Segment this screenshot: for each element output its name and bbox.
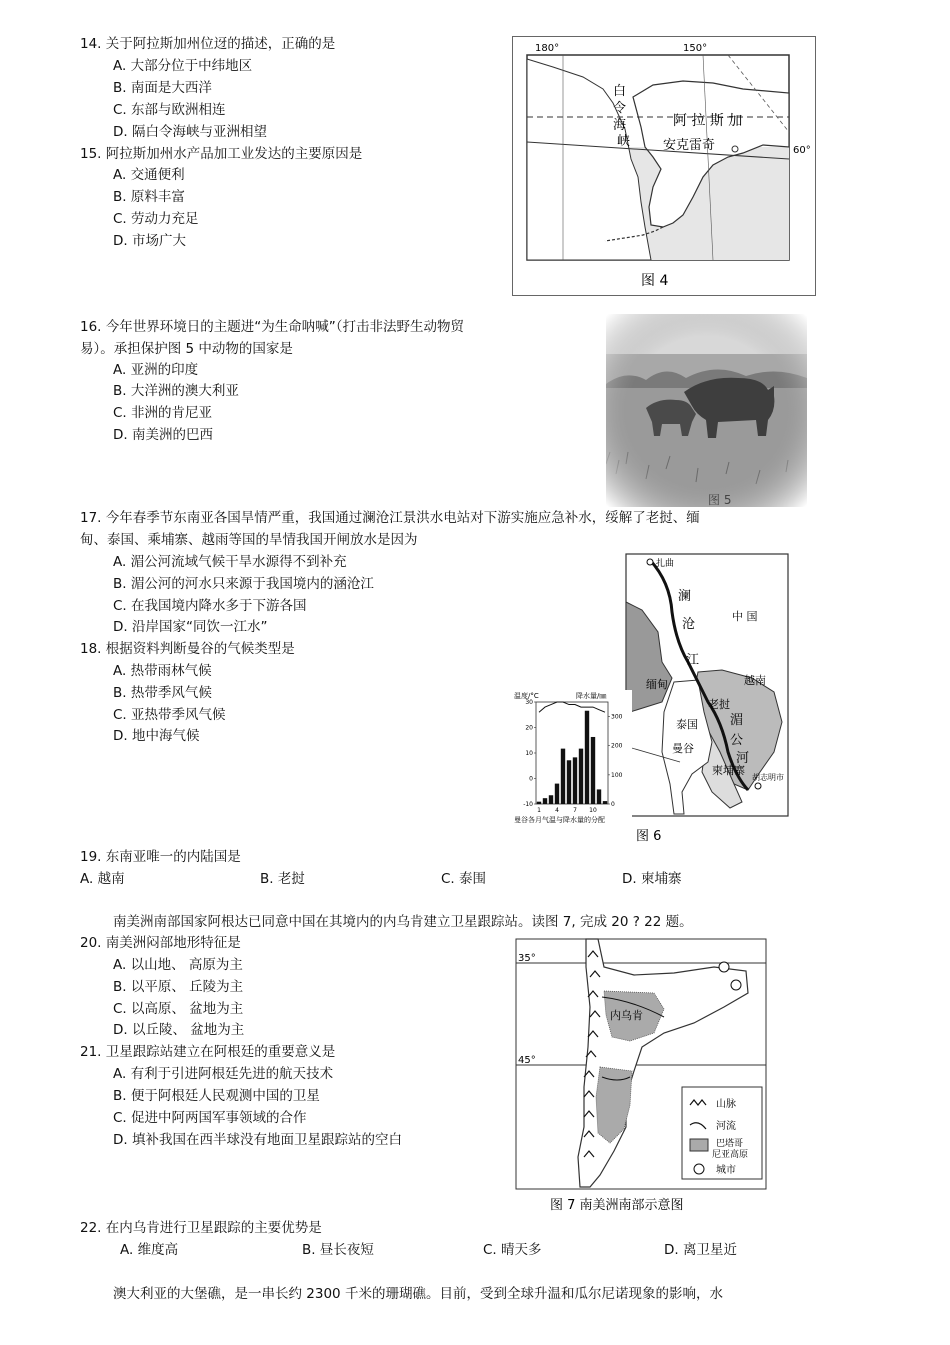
- q17-stem-line1: 17. 今年春季节东南亚各国旱情严重，我国通过澜沧江景洪水电站对下游实施应急补水，绥解了老挝、缅: [80, 510, 700, 526]
- figure-5-rhino-photo: [606, 314, 807, 507]
- chart-ytick-right: 0: [611, 801, 615, 808]
- q21-option-b: B. 便于阿根廷人民观测中国的卫星: [113, 1088, 320, 1104]
- fig5-caption: 图 5: [708, 493, 732, 507]
- chart-ylabel-right: 降水量/㎜: [576, 692, 607, 700]
- fig7-lat-45: 45°: [518, 1055, 536, 1066]
- chart-precip-bar: [537, 802, 541, 804]
- q14-stem: 14. 关于阿拉斯加州位迓的描述，正确的是: [80, 36, 336, 52]
- legend-plateau-icon: [690, 1139, 708, 1151]
- chart-precip-bar: [567, 760, 571, 804]
- chart-frame: [536, 702, 608, 804]
- q18-option-a: A. 热带雨林气候: [113, 663, 212, 679]
- figure-6-mekong-map: [512, 552, 790, 844]
- fig6-thailand: 泰国: [676, 718, 698, 731]
- q14-option-a: A. 大部分位于中纬地区: [113, 58, 253, 74]
- fig6-river-2: 沧: [682, 617, 696, 632]
- q19-option-b: B. 老挝: [260, 871, 305, 887]
- q22-stem: 22. 在内乌肯进行卫星跟踪的主要优势是: [80, 1220, 322, 1236]
- chart-precip-bar: [561, 749, 565, 804]
- chart-precip-bar: [597, 789, 601, 804]
- fig4-sea-2: 令: [613, 101, 627, 116]
- chart-ytick-right: 100: [611, 771, 623, 779]
- fig4-sea-3: 海: [613, 118, 627, 133]
- fig4-lon-180: 180°: [535, 43, 560, 54]
- q22-option-a: A. 维度高: [120, 1242, 179, 1258]
- q15-option-c: C. 劳动力充足: [113, 211, 199, 227]
- q18-option-b: B. 热带季风气候: [113, 685, 212, 701]
- fig6-mekong-2: 公: [730, 733, 744, 748]
- chart-ylabel-left: 温度/°C: [514, 692, 539, 700]
- fig7-legend-river: 河流: [716, 1121, 736, 1132]
- q21-stem: 21. 卫星跟踪站建立在阿根廷的重要意义是: [80, 1044, 336, 1060]
- fig6-hcmc: 胡志明市: [752, 773, 784, 782]
- q16-option-d: D. 南美洲的巴西: [113, 427, 213, 443]
- chart-ytick-left: 30: [525, 699, 533, 706]
- q20-option-d: D. 以丘陵、 盆地为主: [113, 1022, 245, 1038]
- fig6-mekong-3: 河: [736, 751, 750, 766]
- fig6-china: 中 国: [732, 610, 758, 623]
- q21-option-a: A. 有利于引进阿根廷先进的航天技术: [113, 1066, 334, 1082]
- q17-option-c: C. 在我国境内降水多于下游各国: [113, 598, 307, 614]
- chart-precip-bar: [579, 749, 583, 804]
- q20-stem: 20. 南美洲闷部地形特征是: [80, 935, 241, 951]
- chart-precip-bar: [549, 795, 553, 804]
- q18-option-c: C. 亚热带季风气候: [113, 707, 226, 723]
- fig7-caption: 图 7 南美洲南部示意图: [550, 1198, 684, 1213]
- q21-option-d: D. 填补我国在西半球没有地面卫星跟踪站的空白: [113, 1132, 402, 1148]
- fig6-cambodia: 柬埔寨: [712, 764, 745, 777]
- fig6-myanmar: 缅甸: [646, 678, 668, 691]
- chart-title: 曼谷各月气温与降水量的分配: [514, 816, 605, 824]
- fig4-caption: 图 4: [641, 273, 669, 289]
- q15-stem: 15. 阿拉斯加州水产品加工业发达的主要原因是: [80, 146, 363, 162]
- figure-7-south-america-map: [514, 937, 768, 1216]
- q18-option-d: D. 地中海气候: [113, 728, 200, 744]
- q16-option-a: A. 亚洲的印度: [113, 362, 199, 378]
- q19-option-d: D. 柬埔寨: [622, 871, 682, 887]
- fig6-caption: 图 6: [636, 829, 662, 844]
- legend-city-icon: [694, 1164, 704, 1174]
- chart-ytick-left: -10: [523, 801, 533, 808]
- q20-option-c: C. 以高原、 盆地为主: [113, 1001, 244, 1017]
- q14-option-c: C. 东部与欧洲相连: [113, 102, 226, 118]
- q19-stem: 19. 东南亚唯一的内陆国是: [80, 849, 241, 865]
- chart-xtick: 4: [555, 807, 559, 814]
- chart-precip-bar: [573, 757, 577, 804]
- q15-option-d: D. 市场广大: [113, 233, 186, 249]
- q15-option-a: A. 交通便利: [113, 167, 185, 183]
- fig7-legend-plateau-2: 尼亚高原: [712, 1150, 749, 1160]
- chart-xtick: 10: [589, 807, 597, 814]
- fig7-legend-mountain: 山脉: [716, 1099, 736, 1110]
- fig4-sea-1: 白: [613, 84, 627, 99]
- chart-precip-bar: [591, 737, 595, 804]
- chart-ytick-left: 0: [529, 775, 533, 783]
- q16-option-b: B. 大洋洲的澳大利亚: [113, 383, 239, 399]
- q17-option-a: A. 湄公河流域气候干旱水源得不到补充: [113, 554, 347, 570]
- chart-ytick-right: 200: [611, 742, 623, 750]
- q16-stem-line2: 易）。承担保护图 5 中动物的国家是: [80, 341, 293, 357]
- chart-precip-bar: [555, 784, 559, 804]
- chart-precip-bar: [603, 801, 607, 804]
- fig6-bangkok: 曼谷: [672, 742, 694, 755]
- q20-option-b: B. 以平原、 丘陵为主: [113, 979, 244, 995]
- fig6-river-3: 江: [686, 653, 700, 668]
- q18-stem: 18. 根据资料判断曼谷的气候类型是: [80, 641, 295, 657]
- fig6-mekong-1: 湄: [730, 713, 744, 728]
- q21-option-c: C. 促进中阿两国军事领域的合作: [113, 1110, 307, 1126]
- fig4-lon-150: 150°: [683, 43, 708, 54]
- q17-option-b: B. 湄公河的河水只来源于我国境内的涵沧江: [113, 576, 374, 592]
- fig4-region-label: 阿 拉 斯 加: [673, 113, 743, 129]
- chart-ytick-left: 10: [525, 750, 533, 757]
- q22-option-c: C. 晴天多: [483, 1242, 542, 1258]
- chart-precip-bar: [585, 711, 589, 804]
- q20-option-a: A. 以山地、 高原为主: [113, 957, 243, 973]
- q22-option-d: D. 离卫星近: [664, 1242, 737, 1258]
- fig4-sea-4: 峡: [617, 134, 631, 149]
- q19-option-c: C. 泰围: [441, 871, 487, 887]
- q22-option-b: B. 昼长夜短: [302, 1242, 374, 1258]
- figure-4-alaska-map: [512, 36, 816, 296]
- tail-paragraph: 澳大利亚的大堡礁，是一串长约 2300 千米的珊瑚礁。目前，受到全球升温和瓜尔尼诺现象的影响，水: [113, 1286, 723, 1302]
- q15-option-b: B. 原料丰富: [113, 189, 185, 205]
- chart-xtick: 1: [537, 807, 541, 814]
- q14-option-b: B. 南面是大西洋: [113, 80, 212, 96]
- fig7-legend-plateau-1: 巴塔哥: [716, 1139, 744, 1149]
- fig4-city-label: 安克雷奇: [663, 138, 716, 153]
- q17-option-d: D. 沿岸国家“同饮一江水”: [113, 619, 268, 635]
- fig7-region-label: 内乌肯: [610, 1009, 643, 1022]
- q16-option-c: C. 非洲的肯尼亚: [113, 405, 213, 421]
- fig6-vietnam: 越南: [744, 674, 766, 687]
- q16-stem-line1: 16. 今年世界环境日的主题进“为生命呐喊”（打击非法野生动物贸: [80, 319, 464, 335]
- q19-option-a: A. 越南: [80, 871, 125, 887]
- chart-xtick: 7: [573, 807, 577, 814]
- fig6-laos: 老挝: [708, 698, 730, 711]
- intro-q20-22: 南美洲南部国家阿根达已同意中国在其境内的内乌肯建立卫星跟踪站。读图 7, 完成 20 ? 22 题。: [113, 914, 693, 930]
- q17-stem-line2: 甸、泰国、乘埔寨、越雨等国的旱情我国开闸放水是因为: [80, 532, 418, 548]
- fig6-city-top: 扎曲: [656, 559, 675, 569]
- fig7-legend-city: 城市: [716, 1165, 736, 1176]
- fig4-lat-60: 60°: [793, 145, 811, 156]
- fig7-lat-35: 35°: [518, 953, 536, 964]
- fig6-river-1: 澜: [678, 589, 692, 604]
- q14-option-d: D. 隔白令海峡与亚洲相望: [113, 124, 267, 140]
- chart-ytick-left: 20: [525, 724, 533, 732]
- chart-ytick-right: 300: [611, 713, 623, 721]
- bangkok-climate-chart: [523, 699, 622, 814]
- chart-precip-bar: [543, 798, 547, 804]
